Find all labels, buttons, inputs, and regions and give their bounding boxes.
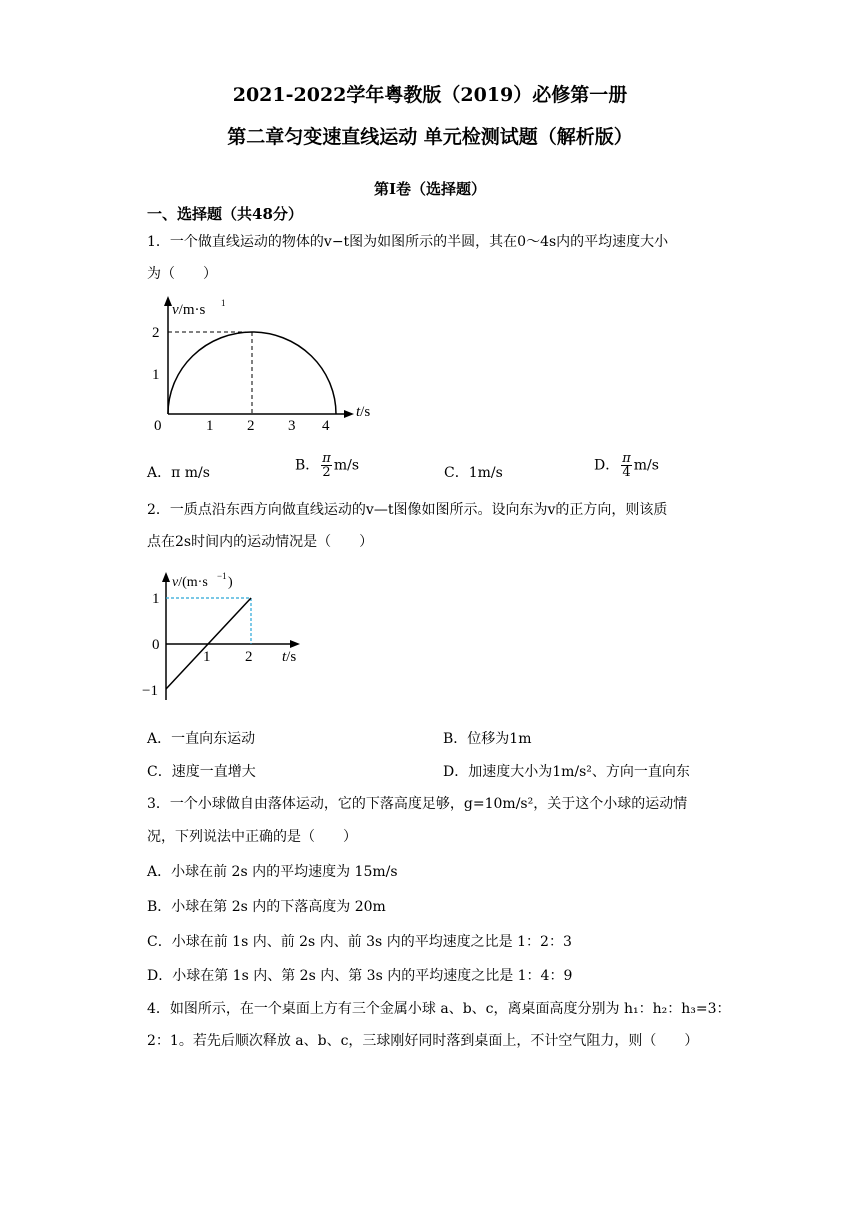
q1-y-label-sup: 1	[221, 298, 226, 308]
q2-y-tick-0: 0	[152, 637, 160, 653]
q3-stem-line1: 3．一个小球做自由落体运动，它的下落高度足够，g=10m/s²，关于这个小球的运动情	[147, 796, 688, 812]
q3-option-b[interactable]: B．小球在第 2s 内的下落高度为 20m	[147, 899, 386, 915]
q1-stem-line2: 为（ ）	[147, 266, 217, 282]
q1-option-a[interactable]	[147, 462, 210, 482]
q1-option-a-text: π m/s	[171, 465, 210, 481]
q1-x-arrow	[344, 410, 354, 418]
q1-y-tick-1: 1	[152, 367, 160, 383]
q1-option-c[interactable]	[444, 462, 503, 482]
q2-y-tick-neg1: −1	[142, 683, 158, 699]
q1-semicircle	[168, 332, 336, 414]
q2-y-arrow	[162, 572, 170, 582]
q1-option-a-letter: A．	[147, 465, 172, 481]
q2-y-tick-1: 1	[152, 591, 160, 607]
q2-option-b[interactable]: B．位移为1m	[443, 731, 532, 747]
q2-option-a[interactable]: A．一直向东运动	[147, 731, 256, 747]
q1-option-b-letter: B．	[295, 457, 320, 474]
q4-stem-line2: 2：1。若先后顺次释放 a、b、c，三球刚好同时落到桌面上，不计空气阻力，则（ ）	[147, 1033, 699, 1049]
q3-option-c[interactable]: C．小球在前 1s 内、前 2s 内、前 3s 内的平均速度之比是 1：2：3	[147, 934, 572, 950]
q3-stem-line2: 况，下列说法中正确的是（ ）	[147, 829, 357, 845]
q1-option-d-unit: m/s	[633, 457, 659, 474]
q1-option-d-fraction: $\frac{\pi}{4}$	[622, 451, 631, 480]
q2-y-label-close: )	[228, 575, 233, 590]
q2-x-arrow	[290, 640, 300, 648]
volume-heading: 第Ⅰ卷（选择题）	[373, 180, 487, 198]
q1-option-b-fraction: $\frac{\pi}{2}$	[322, 451, 331, 480]
q1-x-tick-2: 2	[247, 418, 255, 434]
q2-vt-graph	[140, 566, 320, 706]
q1-y-arrow	[164, 296, 172, 306]
document-subtitle: 第二章匀变速直线运动 单元检测试题（解析版）	[227, 126, 633, 148]
q2-x-label: t/s	[282, 649, 297, 665]
document-title: 2021-2022学年粤教版（2019）必修第一册	[232, 84, 628, 106]
q1-y-tick-2: 2	[152, 325, 160, 341]
q1-x-tick-3: 3	[288, 418, 296, 434]
q2-x-tick-2: 2	[245, 649, 253, 665]
q2-y-label: v/(m·s	[172, 575, 208, 590]
q2-stem-line1: 2．一质点沿东西方向做直线运动的v—t图像如图所示。设向东为v的正方向，则该质	[147, 502, 668, 518]
q3-option-a[interactable]: A．小球在前 2s 内的平均速度为 15m/s	[147, 864, 398, 880]
q4-stem-line1: 4．如图所示，在一个桌面上方有三个金属小球 a、b、c，离桌面高度分别为 h₁：h₂：h₃=3：	[147, 1001, 731, 1017]
q1-stem-line1: 1．一个做直线运动的物体的v−t图为如图所示的半圆，其在0～4s内的平均速度大小	[147, 234, 669, 250]
q3-option-d[interactable]: D．小球在第 1s 内、第 2s 内、第 3s 内的平均速度之比是 1：4：9	[147, 968, 573, 984]
q1-option-b[interactable]	[295, 452, 359, 479]
q1-y-label: v/m·s	[172, 302, 206, 318]
q1-x-label: t/s	[356, 404, 371, 420]
q2-stem-line2: 点在2s时间内的运动情况是（ ）	[147, 534, 374, 550]
q1-x-tick-4: 4	[322, 418, 330, 434]
q1-x-tick-1: 1	[206, 418, 214, 434]
q1-x-tick-0: 0	[154, 418, 162, 434]
q1-option-b-unit: m/s	[333, 457, 360, 474]
q1-option-d-letter: D．	[594, 457, 620, 474]
q1-vt-graph	[142, 292, 382, 440]
q1-option-c-text: 1m/s	[468, 465, 503, 481]
q2-option-c[interactable]: C．速度一直增大	[147, 764, 256, 780]
q1-option-d[interactable]	[594, 452, 659, 479]
q1-option-c-letter: C．	[444, 465, 469, 481]
section-heading: 一、选择题（共48分）	[147, 205, 303, 223]
q2-option-d[interactable]: D．加速度大小为1m/s²、方向一直向东	[443, 764, 690, 780]
q2-y-label-sup: −1	[217, 571, 227, 581]
q2-x-tick-1: 1	[203, 649, 211, 665]
